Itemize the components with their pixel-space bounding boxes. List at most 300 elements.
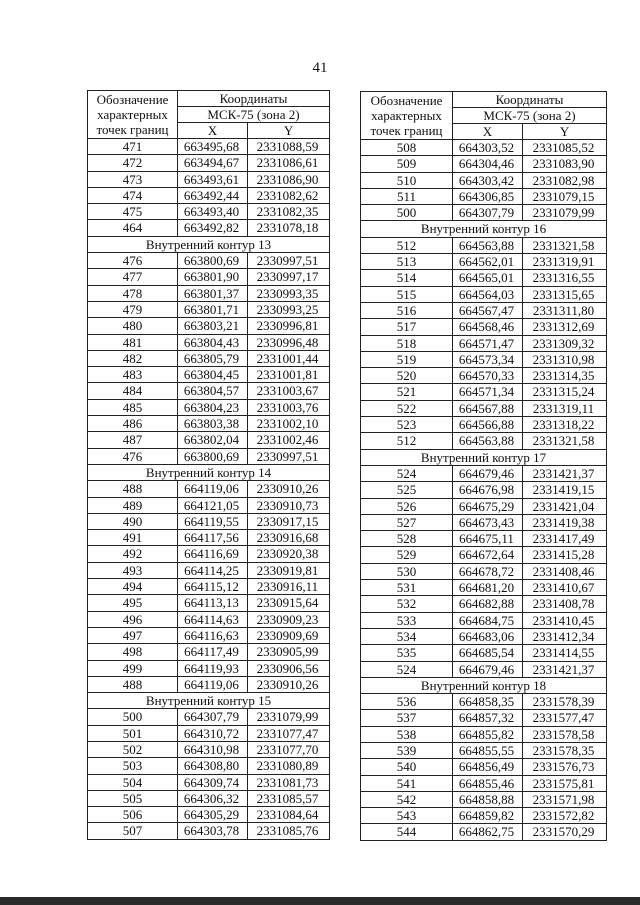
x-coordinate: 663494,67: [178, 155, 248, 171]
table-row: [88, 334, 330, 350]
table-row: [88, 497, 330, 513]
section-row: [361, 221, 607, 237]
point-id: 482: [88, 350, 178, 366]
y-coordinate: 2331415,28: [523, 547, 607, 563]
table-row: [361, 661, 607, 677]
y-coordinate: 2331408,78: [523, 596, 607, 612]
table-row: [361, 759, 607, 775]
point-id: 500: [361, 205, 453, 221]
x-coordinate: 664308,80: [178, 758, 248, 774]
section-label: Внутренний контур 14: [88, 464, 330, 480]
x-coordinate: 664568,46: [453, 319, 523, 335]
y-coordinate: 2330915,64: [248, 595, 330, 611]
x-coordinate: 664117,56: [178, 530, 248, 546]
point-id: 500: [88, 709, 178, 725]
x-coordinate: 664570,33: [453, 368, 523, 384]
point-id: 480: [88, 318, 178, 334]
table-row: [88, 432, 330, 448]
table-row: [361, 482, 607, 498]
table-row: [361, 531, 607, 547]
x-coordinate: 663800,69: [178, 253, 248, 269]
y-coordinate: 2331088,59: [248, 139, 330, 155]
x-header: X: [178, 123, 248, 139]
section-row: [88, 236, 330, 252]
point-id: 479: [88, 301, 178, 317]
x-coordinate: 664310,98: [178, 741, 248, 757]
x-coordinate: 663803,21: [178, 318, 248, 334]
point-id: 520: [361, 368, 453, 384]
y-coordinate: 2330993,25: [248, 301, 330, 317]
point-id: 491: [88, 530, 178, 546]
point-id: 476: [88, 253, 178, 269]
x-coordinate: 664303,52: [453, 140, 523, 156]
table-row: [88, 774, 330, 790]
y-coordinate: 2330996,81: [248, 318, 330, 334]
point-id: 518: [361, 335, 453, 351]
y-coordinate: 2331079,99: [248, 709, 330, 725]
x-coordinate: 664679,46: [453, 465, 523, 481]
y-coordinate: 2330909,69: [248, 627, 330, 643]
x-coordinate: 664114,63: [178, 611, 248, 627]
y-coordinate: 2331314,35: [523, 368, 607, 384]
y-coordinate: 2331003,76: [248, 399, 330, 415]
y-coordinate: 2331419,38: [523, 514, 607, 530]
x-coordinate: 663495,68: [178, 139, 248, 155]
point-id: 514: [361, 270, 453, 286]
y-coordinate: 2331421,04: [523, 498, 607, 514]
y-coordinate: 2331576,73: [523, 759, 607, 775]
table-row: [88, 481, 330, 497]
x-coordinate: 664113,13: [178, 595, 248, 611]
x-coordinate: 664306,85: [453, 188, 523, 204]
x-coordinate: 664571,34: [453, 384, 523, 400]
coords-header: [178, 91, 330, 107]
x-coordinate: 663802,04: [178, 432, 248, 448]
y-header: Y: [523, 124, 607, 140]
table-row: [361, 498, 607, 514]
x-coordinate: 663803,38: [178, 416, 248, 432]
table-row: [361, 270, 607, 286]
coords-header: [453, 92, 607, 108]
point-id: 509: [361, 156, 453, 172]
point-id: 471: [88, 139, 178, 155]
table-row: [88, 660, 330, 676]
y-coordinate: 2330919,81: [248, 562, 330, 578]
y-coordinate: 2331321,58: [523, 433, 607, 449]
left-table-body: [88, 139, 330, 840]
point-id: 490: [88, 513, 178, 529]
table-row: [88, 513, 330, 529]
x-coordinate: 664562,01: [453, 254, 523, 270]
x-coordinate: 664114,25: [178, 562, 248, 578]
x-coordinate: 664858,88: [453, 791, 523, 807]
table-row: [88, 139, 330, 155]
y-coordinate: 2330996,48: [248, 334, 330, 350]
table-row: [88, 301, 330, 317]
right-table-body: [361, 140, 607, 841]
x-coordinate: 664675,11: [453, 531, 523, 547]
x-coordinate: 663493,40: [178, 204, 248, 220]
point-id: 516: [361, 302, 453, 318]
table-row: [88, 416, 330, 432]
x-coordinate: 664117,49: [178, 644, 248, 660]
table-row: [361, 188, 607, 204]
table-row: [361, 563, 607, 579]
y-coordinate: 2331578,58: [523, 726, 607, 742]
table-row: [361, 319, 607, 335]
y-coordinate: 2330909,23: [248, 611, 330, 627]
x-coordinate: 664306,32: [178, 790, 248, 806]
table-row: [361, 156, 607, 172]
point-id: 512: [361, 433, 453, 449]
y-coordinate: 2331079,99: [523, 205, 607, 221]
scan-bottom-edge: [0, 897, 640, 905]
table-row: [88, 269, 330, 285]
x-coordinate: 663800,69: [178, 448, 248, 464]
table-row: [361, 368, 607, 384]
y-coordinate: 2330916,11: [248, 579, 330, 595]
point-id: 495: [88, 595, 178, 611]
x-coordinate: 663801,90: [178, 269, 248, 285]
table-row: [88, 807, 330, 823]
x-coordinate: 664310,72: [178, 725, 248, 741]
y-coordinate: 2331003,67: [248, 383, 330, 399]
table-row: [88, 741, 330, 757]
y-coordinate: 2331078,18: [248, 220, 330, 236]
section-label: Внутренний контур 16: [361, 221, 607, 237]
table-row: [88, 220, 330, 236]
y-coordinate: 2331319,11: [523, 400, 607, 416]
table-row: [88, 367, 330, 383]
point-id: 489: [88, 497, 178, 513]
point-id: 476: [88, 448, 178, 464]
y-coordinate: 2331082,62: [248, 187, 330, 203]
y-coordinate: 2331082,35: [248, 204, 330, 220]
point-id: 522: [361, 400, 453, 416]
y-coordinate: 2330917,15: [248, 513, 330, 529]
point-id: 528: [361, 531, 453, 547]
table-row: [361, 351, 607, 367]
designation-header-line: точек границ: [96, 122, 169, 137]
y-coordinate: 2331315,24: [523, 384, 607, 400]
x-coordinate: 664856,49: [453, 759, 523, 775]
table-row: [361, 580, 607, 596]
y-coordinate: 2330905,99: [248, 644, 330, 660]
x-coordinate: 664309,74: [178, 774, 248, 790]
point-id: 532: [361, 596, 453, 612]
table-row: [361, 824, 607, 840]
table-row: [88, 709, 330, 725]
point-id: 537: [361, 710, 453, 726]
y-coordinate: 2331571,98: [523, 791, 607, 807]
point-id: 507: [88, 823, 178, 839]
point-id: 540: [361, 759, 453, 775]
table-row: [361, 694, 607, 710]
table-row: [361, 172, 607, 188]
table-row: [361, 335, 607, 351]
table-row: [88, 579, 330, 595]
table-row: [88, 350, 330, 366]
x-coordinate: 664685,54: [453, 645, 523, 661]
y-coordinate: 2330910,26: [248, 676, 330, 692]
point-id: 523: [361, 417, 453, 433]
designation-header: [361, 92, 453, 140]
table-row: [88, 285, 330, 301]
table-row: [88, 253, 330, 269]
x-coordinate: 664855,82: [453, 726, 523, 742]
point-id: 497: [88, 627, 178, 643]
point-id: 530: [361, 563, 453, 579]
table-row: [361, 237, 607, 253]
point-id: 517: [361, 319, 453, 335]
table-row: [88, 187, 330, 203]
y-coordinate: 2331080,89: [248, 758, 330, 774]
point-id: 515: [361, 286, 453, 302]
y-coordinate: 2330993,35: [248, 285, 330, 301]
table-row: [88, 546, 330, 562]
point-id: 492: [88, 546, 178, 562]
y-coordinate: 2330997,51: [248, 253, 330, 269]
coords-system-header: МСК-75 (зона 2): [178, 107, 330, 123]
section-label: Внутренний контур 15: [88, 693, 330, 709]
x-coordinate: 664684,75: [453, 612, 523, 628]
point-id: 464: [88, 220, 178, 236]
point-id: 487: [88, 432, 178, 448]
x-coordinate: 664563,88: [453, 237, 523, 253]
x-coordinate: 664567,47: [453, 302, 523, 318]
table-row: [361, 791, 607, 807]
y-coordinate: 2331312,69: [523, 319, 607, 335]
y-coordinate: 2331309,32: [523, 335, 607, 351]
point-id: 533: [361, 612, 453, 628]
point-id: 488: [88, 676, 178, 692]
y-coordinate: 2331077,70: [248, 741, 330, 757]
table-row: [361, 433, 607, 449]
y-coordinate: 2331578,39: [523, 694, 607, 710]
point-id: 503: [88, 758, 178, 774]
table-row: [88, 595, 330, 611]
y-coordinate: 2331002,10: [248, 416, 330, 432]
designation-header-line: характерных: [371, 108, 442, 123]
point-id: 498: [88, 644, 178, 660]
table-row: [361, 417, 607, 433]
table-row: [88, 823, 330, 839]
y-coordinate: 2331419,15: [523, 482, 607, 498]
point-id: 519: [361, 351, 453, 367]
point-id: 512: [361, 237, 453, 253]
x-coordinate: 664566,88: [453, 417, 523, 433]
x-coordinate: 664304,46: [453, 156, 523, 172]
x-coordinate: 664571,47: [453, 335, 523, 351]
table-row: [361, 547, 607, 563]
y-coordinate: 2331321,58: [523, 237, 607, 253]
y-coordinate: 2331318,22: [523, 417, 607, 433]
section-row: [88, 464, 330, 480]
y-coordinate: 2331079,15: [523, 188, 607, 204]
x-coordinate: 664855,46: [453, 775, 523, 791]
x-coordinate: 664679,46: [453, 661, 523, 677]
table-row: [361, 710, 607, 726]
point-id: 542: [361, 791, 453, 807]
point-id: 501: [88, 725, 178, 741]
x-coordinate: 664305,29: [178, 807, 248, 823]
x-coordinate: 664115,12: [178, 579, 248, 595]
point-id: 511: [361, 188, 453, 204]
point-id: 513: [361, 254, 453, 270]
table-row: [361, 286, 607, 302]
y-coordinate: 2331421,37: [523, 661, 607, 677]
point-id: 473: [88, 171, 178, 187]
table-row: [88, 611, 330, 627]
x-coordinate: 664673,43: [453, 514, 523, 530]
point-id: 525: [361, 482, 453, 498]
y-header: Y: [248, 123, 330, 139]
x-coordinate: 664681,20: [453, 580, 523, 596]
coordinates-table-right: [360, 91, 607, 841]
point-id: 524: [361, 465, 453, 481]
x-coordinate: 664573,34: [453, 351, 523, 367]
table-row: [361, 384, 607, 400]
y-coordinate: 2331084,64: [248, 807, 330, 823]
x-coordinate: 664859,82: [453, 808, 523, 824]
x-coordinate: 663801,71: [178, 301, 248, 317]
table-row: [88, 155, 330, 171]
x-coordinate: 663805,79: [178, 350, 248, 366]
point-id: 474: [88, 187, 178, 203]
point-id: 485: [88, 399, 178, 415]
point-id: 478: [88, 285, 178, 301]
coords-header-line: Координаты: [495, 92, 564, 107]
x-coordinate: 664307,79: [453, 205, 523, 221]
point-id: 486: [88, 416, 178, 432]
table-row: [88, 318, 330, 334]
table-row: [361, 596, 607, 612]
y-coordinate: 2331085,57: [248, 790, 330, 806]
y-coordinate: 2330916,68: [248, 530, 330, 546]
point-id: 504: [88, 774, 178, 790]
x-coordinate: 664303,78: [178, 823, 248, 839]
designation-header-line: точек границ: [370, 123, 443, 138]
point-id: 544: [361, 824, 453, 840]
point-id: 539: [361, 742, 453, 758]
x-coordinate: 664121,05: [178, 497, 248, 513]
table-row: [361, 742, 607, 758]
table-row: [361, 400, 607, 416]
x-coordinate: 664672,64: [453, 547, 523, 563]
y-coordinate: 2331001,81: [248, 367, 330, 383]
y-coordinate: 2330906,56: [248, 660, 330, 676]
y-coordinate: 2330997,17: [248, 269, 330, 285]
point-id: 531: [361, 580, 453, 596]
x-coordinate: 663804,45: [178, 367, 248, 383]
point-id: 543: [361, 808, 453, 824]
page-number: 41: [312, 60, 328, 76]
table-row: [88, 676, 330, 692]
y-coordinate: 2331417,49: [523, 531, 607, 547]
point-id: 488: [88, 481, 178, 497]
y-coordinate: 2331414,55: [523, 645, 607, 661]
section-row: [361, 449, 607, 465]
y-coordinate: 2331085,76: [248, 823, 330, 839]
designation-header-line: Обозначение: [96, 92, 169, 107]
point-id: 524: [361, 661, 453, 677]
point-id: 484: [88, 383, 178, 399]
table-row: [361, 775, 607, 791]
point-id: 526: [361, 498, 453, 514]
table-row: [88, 399, 330, 415]
y-coordinate: 2330910,73: [248, 497, 330, 513]
y-coordinate: 2331086,61: [248, 155, 330, 171]
point-id: 493: [88, 562, 178, 578]
y-coordinate: 2331570,29: [523, 824, 607, 840]
x-coordinate: 664682,88: [453, 596, 523, 612]
table-row: [88, 790, 330, 806]
table-row: [361, 726, 607, 742]
x-coordinate: 663804,23: [178, 399, 248, 415]
x-coordinate: 664683,06: [453, 628, 523, 644]
y-coordinate: 2331412,34: [523, 628, 607, 644]
x-coordinate: 664567,88: [453, 400, 523, 416]
x-coordinate: 663804,57: [178, 383, 248, 399]
y-coordinate: 2331310,98: [523, 351, 607, 367]
point-id: 505: [88, 790, 178, 806]
y-coordinate: 2331315,65: [523, 286, 607, 302]
y-coordinate: 2331572,82: [523, 808, 607, 824]
section-label: Внутренний контур 17: [361, 449, 607, 465]
x-coordinate: 664675,29: [453, 498, 523, 514]
point-id: 496: [88, 611, 178, 627]
x-coordinate: 664563,88: [453, 433, 523, 449]
coordinates-table-left: [87, 90, 330, 840]
point-id: 502: [88, 741, 178, 757]
x-coordinate: 664678,72: [453, 563, 523, 579]
table-row: [361, 465, 607, 481]
y-coordinate: 2331410,67: [523, 580, 607, 596]
x-coordinate: 663492,82: [178, 220, 248, 236]
y-coordinate: 2331311,80: [523, 302, 607, 318]
table-row: [88, 725, 330, 741]
table-row: [361, 612, 607, 628]
table-row: [361, 514, 607, 530]
x-coordinate: 664855,55: [453, 742, 523, 758]
section-row: [361, 677, 607, 693]
y-coordinate: 2331085,52: [523, 140, 607, 156]
y-coordinate: 2331421,37: [523, 465, 607, 481]
x-coordinate: 663804,43: [178, 334, 248, 350]
x-coordinate: 664862,75: [453, 824, 523, 840]
point-id: 535: [361, 645, 453, 661]
y-coordinate: 2331577,47: [523, 710, 607, 726]
x-coordinate: 663493,61: [178, 171, 248, 187]
point-id: 529: [361, 547, 453, 563]
designation-header: [88, 91, 178, 139]
point-id: 494: [88, 579, 178, 595]
y-coordinate: 2331001,44: [248, 350, 330, 366]
table-row: [88, 171, 330, 187]
y-coordinate: 2331410,45: [523, 612, 607, 628]
y-coordinate: 2331002,46: [248, 432, 330, 448]
table-row: [361, 808, 607, 824]
table-row: [361, 628, 607, 644]
x-coordinate: 664119,93: [178, 660, 248, 676]
point-id: 527: [361, 514, 453, 530]
point-id: 541: [361, 775, 453, 791]
table-row: [88, 627, 330, 643]
y-coordinate: 2331082,98: [523, 172, 607, 188]
y-coordinate: 2331575,81: [523, 775, 607, 791]
point-id: 510: [361, 172, 453, 188]
table-row: [361, 205, 607, 221]
